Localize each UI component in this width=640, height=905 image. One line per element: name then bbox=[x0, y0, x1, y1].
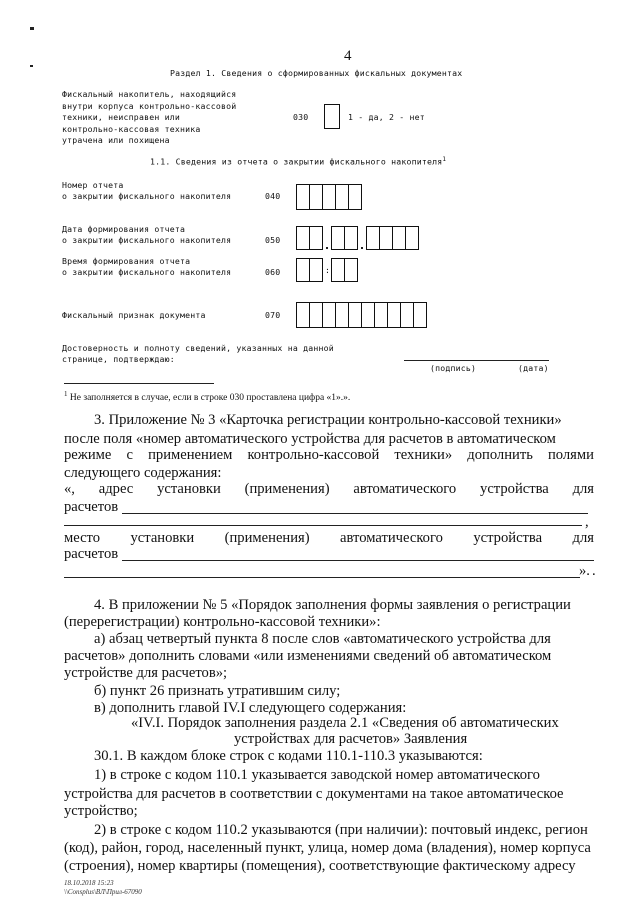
q050-cell[interactable] bbox=[392, 226, 406, 250]
para3-line4: следующего содержания: bbox=[64, 465, 222, 481]
q060-code: 060 bbox=[265, 267, 281, 277]
field1-label: «, адрес установки (применения) автоматического устройства для bbox=[64, 481, 594, 497]
certify-text: Достоверность и полноту сведений, указанных на данной странице, подтверждаю: bbox=[62, 343, 334, 364]
q030-code: 030 bbox=[293, 112, 309, 122]
q070-cell[interactable] bbox=[296, 302, 310, 328]
q050-cell[interactable] bbox=[296, 226, 310, 250]
q040-cell[interactable] bbox=[322, 184, 336, 210]
q060-cell[interactable] bbox=[331, 258, 345, 282]
q070-cell[interactable] bbox=[374, 302, 388, 328]
q070-cell[interactable] bbox=[361, 302, 375, 328]
para4-line4: расчетов» дополнить словами «или изменениями сведений об автоматическом bbox=[64, 648, 552, 664]
q050-cell[interactable] bbox=[331, 226, 345, 250]
q070-cell[interactable] bbox=[348, 302, 362, 328]
q070-cell[interactable] bbox=[387, 302, 401, 328]
q040-label: Номер отчета о закрытии фискального накопителя bbox=[62, 180, 232, 201]
closing-dot: . bbox=[592, 563, 596, 579]
para4-line1: 4. В приложении № 5 «Порядок заполнения формы заявления о регистрации bbox=[94, 597, 571, 613]
q050-cell[interactable] bbox=[379, 226, 393, 250]
scan-mark bbox=[30, 27, 34, 30]
scan-mark bbox=[30, 65, 33, 67]
field2-label-end: расчетов bbox=[64, 546, 119, 562]
field2-label: место установки (применения) автоматического устройства для bbox=[64, 530, 594, 546]
q050-code: 050 bbox=[265, 235, 281, 245]
q050-cell[interactable] bbox=[366, 226, 380, 250]
para4-line16: (строения), номер квартиры (помещения), соответствующие фактическому адресу bbox=[64, 858, 576, 874]
q070-code: 070 bbox=[265, 310, 281, 320]
para4-line13: устройство; bbox=[64, 803, 138, 819]
para4-line15: (код), район, город, населенный пункт, улица, номер дома (владения), номер корпуса bbox=[64, 840, 591, 856]
q030-input-cell[interactable] bbox=[324, 104, 340, 129]
q050-cell[interactable] bbox=[405, 226, 419, 250]
q070-label: Фискальный признак документа bbox=[62, 310, 206, 320]
q070-cell[interactable] bbox=[322, 302, 336, 328]
field2-line[interactable] bbox=[122, 560, 594, 561]
closing-quote: ». bbox=[579, 563, 590, 579]
field2-line2[interactable] bbox=[64, 577, 580, 578]
para3-line3: режиме с применением контрольно-кассовой техники» дополнить полями bbox=[64, 447, 594, 463]
footnote: $^1$ Не заполняется в случае, если в строке 030 проставлена цифра «1».». bbox=[64, 390, 351, 404]
q070-cell[interactable] bbox=[335, 302, 349, 328]
field1-label-end: расчетов bbox=[64, 499, 119, 515]
q040-cell[interactable] bbox=[348, 184, 362, 210]
date-dot bbox=[326, 247, 328, 249]
q070-cell[interactable] bbox=[413, 302, 427, 328]
page-number: 4 bbox=[344, 48, 352, 64]
q030-label: Фискальный накопитель, находящийся внутри корпуса контрольно-кассовой техники, неисправен или контрольно-кассовая техника утрачена или похищена bbox=[62, 89, 237, 145]
signature-caption: (подпись) bbox=[430, 363, 477, 373]
para3-line1: 3. Приложение № 3 «Карточка регистрации контрольно-кассовой техники» bbox=[94, 412, 562, 428]
q040-code: 040 bbox=[265, 191, 281, 201]
field1-line2[interactable] bbox=[64, 525, 582, 526]
q050-label: Дата формирования отчета о закрытии фискального накопителя bbox=[62, 224, 232, 245]
q060-cell[interactable] bbox=[296, 258, 310, 282]
q060-cell[interactable] bbox=[344, 258, 358, 282]
q040-cell[interactable] bbox=[309, 184, 323, 210]
q030-hint: 1 - да, 2 - нет bbox=[348, 112, 425, 122]
comma: , bbox=[585, 514, 589, 530]
para4-line2: (перерегистрации) контрольно-кассовой техники»: bbox=[64, 614, 381, 630]
para4-line3: а) абзац четвертый пункта 8 после слов «автоматического устройства для bbox=[94, 631, 551, 647]
para4-line12: устройства для расчетов в соответствии с документами на такое автоматическое bbox=[64, 786, 564, 802]
q070-cell[interactable] bbox=[400, 302, 414, 328]
q050-cell[interactable] bbox=[309, 226, 323, 250]
q060-label: Время формирования отчета о закрытии фискального накопителя bbox=[62, 256, 232, 277]
para4-line11: 1) в строке с кодом 110.1 указывается заводской номер автоматического bbox=[94, 767, 540, 783]
date-dot bbox=[361, 247, 363, 249]
q040-cell[interactable] bbox=[296, 184, 310, 210]
para4-line10: 30.1. В каждом блоке строк с кодами 110.1-110.3 указываются: bbox=[94, 748, 483, 764]
time-separator: : bbox=[325, 265, 331, 275]
para4-line14: 2) в строке с кодом 110.2 указываются (при наличии): почтовый индекс, регион bbox=[94, 822, 588, 838]
print-stamp: 18.10.2018 15:23 \\Consplus\ВЛ\Прил-67090 bbox=[64, 879, 142, 896]
date-caption: (дата) bbox=[518, 363, 549, 373]
q070-cell[interactable] bbox=[309, 302, 323, 328]
para3-line2: после поля «номер автоматического устройства для расчетов в автоматическом bbox=[64, 431, 556, 447]
footnote-divider bbox=[64, 383, 214, 384]
para4-line7: в) дополнить главой IV.I следующего содержания: bbox=[94, 700, 407, 716]
section-title: Раздел 1. Сведения о сформированных фискальных документах bbox=[170, 68, 463, 78]
para4-line5: устройстве для расчетов»; bbox=[64, 665, 228, 681]
subsection-title: 1.1. Сведения из отчета о закрытии фискального накопителя$^1$ bbox=[150, 156, 447, 167]
chapter-title-line1: «IV.I. Порядок заполнения раздела 2.1 «Сведения об автоматических bbox=[131, 715, 559, 731]
field1-line[interactable] bbox=[122, 513, 588, 514]
q040-cell[interactable] bbox=[335, 184, 349, 210]
chapter-title-line2: устройствах для расчетов» Заявления bbox=[234, 731, 468, 747]
para4-line6: б) пункт 26 признать утратившим силу; bbox=[94, 683, 341, 699]
q050-cell[interactable] bbox=[344, 226, 358, 250]
q060-cell[interactable] bbox=[309, 258, 323, 282]
signature-line bbox=[404, 360, 549, 361]
